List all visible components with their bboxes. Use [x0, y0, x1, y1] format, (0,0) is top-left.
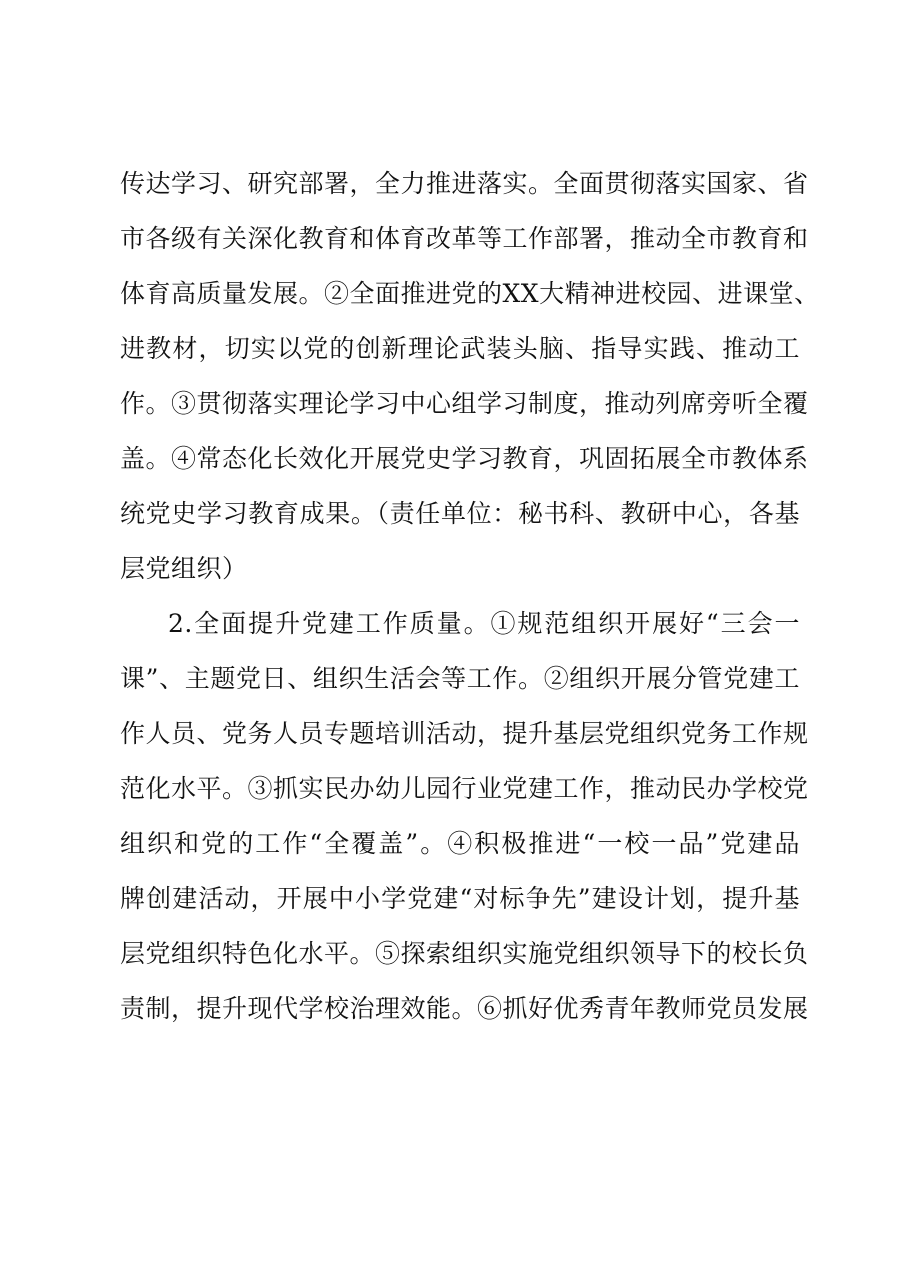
paragraph-1-line-4: 进教材，切实以党的创新理论武装头脑、指导实践、推动工	[120, 334, 800, 363]
paragraph-1-line-8: 层党组织）	[120, 554, 248, 583]
paragraph-2-line-6: 牌创建活动，开展中小学党建“对标争先”建设计划，提升基	[120, 884, 800, 913]
paragraph-1-line-1: 传达学习、研究部署，全力推进落实。全面贯彻落实国家、省	[120, 169, 809, 198]
paragraph-1-line-5: 作。③贯彻落实理论学习中心组学习制度，推动列席旁听全覆	[120, 389, 809, 418]
paragraph-1-line-7: 统党史学习教育成果。（责任单位：秘书科、教研中心，各基	[120, 499, 800, 528]
paragraph-1-line-2: 市各级有关深化教育和体育改革等工作部署，推动全市教育和	[120, 224, 809, 253]
paragraph-1-line-6: 盖。④常态化长效化开展党史学习教育，巩固拓展全市教体系	[120, 444, 809, 473]
paragraph-2-line-1: 2.全面提升党建工作质量。①规范组织开展好“三会一	[168, 609, 800, 638]
paragraph-2-line-7: 层党组织特色化水平。⑤探索组织实施党组织领导下的校长负	[120, 939, 809, 968]
paragraph-2-line-8: 责制，提升现代学校治理效能。⑥抓好优秀青年教师党员发展	[120, 994, 809, 1023]
paragraph-1-line-3: 体育高质量发展。②全面推进党的XX大精神进校园、进课堂、	[120, 279, 820, 308]
paragraph-2-line-5: 组织和党的工作“全覆盖”。④积极推进“一校一品”党建品	[120, 829, 800, 858]
paragraph-2-line-2: 课”、主题党日、组织生活会等工作。②组织开展分管党建工	[120, 664, 800, 693]
paragraph-2-line-4: 范化水平。③抓实民办幼儿园行业党建工作，推动民办学校党	[120, 774, 809, 803]
paragraph-2-line-3: 作人员、党务人员专题培训活动，提升基层党组织党务工作规	[120, 719, 809, 748]
